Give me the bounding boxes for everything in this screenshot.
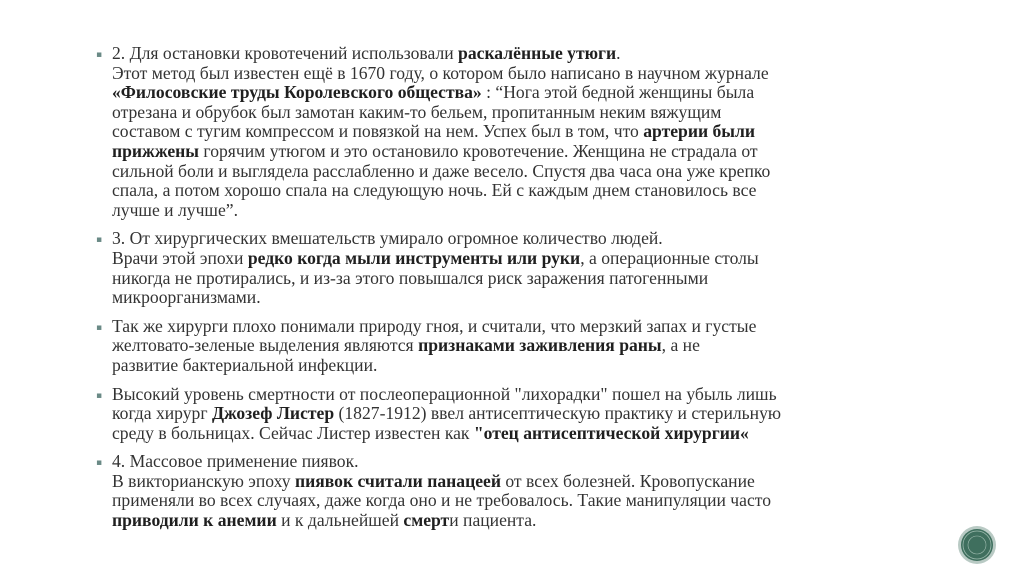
bullet-item [96, 385, 936, 444]
text-line [112, 162, 936, 182]
text-segment: микроорганизмами. [112, 287, 261, 308]
bold-text: Джозеф Листер [211, 403, 335, 424]
text-line [112, 181, 936, 201]
text-segment: и к дальнейшей [276, 510, 404, 531]
bold-text: редко когда мыли инструменты или руки [247, 247, 581, 268]
text-segment: сильной боли и выглядела расслабленно и даже весело. Спустя два часа она уже крепко [112, 160, 771, 181]
text-line [112, 424, 936, 444]
text-segment: В викторианскую эпоху [112, 470, 295, 491]
text-segment: спала, а потом хорошо спала на следующую ночь. Ей с каждым днем становилось все [112, 180, 757, 201]
bold-text: смерт [403, 510, 450, 531]
bullet-item [96, 229, 936, 307]
text-segment: Этот метод был известен ещё в 1670 году, о котором было написано в научном журнале [112, 62, 769, 83]
bullet-item [96, 452, 936, 530]
bold-text: «Филосовские труды Королевского общества» [112, 82, 482, 103]
text-line [112, 201, 936, 221]
bold-text: раскалённые утюги [458, 43, 617, 63]
seal-logo-icon [957, 525, 997, 565]
text-line [112, 472, 936, 492]
text-segment: от всех болезней. Кровопускание [500, 470, 755, 491]
bold-text: признаками заживления раны [418, 335, 662, 356]
text-segment: желтовато-зеленые выделения являются [112, 335, 419, 356]
text-line [112, 44, 936, 64]
text-segment: : “Нога этой бедной женщины была [481, 82, 755, 103]
text-segment: развитие бактериальной инфекции. [112, 354, 378, 375]
text-segment: Высокий уровень смертности от послеоперационной "лихорадки" пошел на убыль лишь [112, 383, 777, 404]
slide-content [96, 44, 936, 540]
bold-text: "отец антисептической хирургии« [473, 422, 749, 443]
text-segment: когда хирург [112, 403, 212, 424]
text-segment: 2. Для остановки кровотечений использовали [112, 43, 459, 63]
bold-text: артерии были [643, 121, 756, 142]
text-line [112, 83, 936, 103]
bullet-icon: ▪ [96, 322, 103, 333]
text-segment: среду в больницах. Сейчас Листер известен как [112, 422, 474, 443]
text-segment: составом с тугим компрессом и повязкой на нем. Успех был в том, что [112, 121, 644, 142]
text-line [112, 317, 936, 337]
text-line [112, 491, 936, 511]
bullet-icon: ▪ [96, 390, 103, 401]
text-segment: горячим утюгом и это остановило кровотечение. Женщина не страдала от [199, 140, 758, 161]
text-line [112, 385, 936, 405]
text-segment: никогда не протирались, и из-за этого повышался риск заражения патогенными [112, 267, 709, 288]
text-segment: , а операционные столы [580, 247, 759, 268]
text-segment: . [616, 43, 621, 63]
bullet-icon: ▪ [96, 235, 103, 246]
bullet-item [96, 317, 936, 376]
text-segment: , а не [661, 335, 700, 356]
text-segment: 3. От хирургических вмешательств умирало огромное количество людей. [112, 228, 663, 249]
text-line [112, 452, 936, 472]
text-segment: отрезана и обрубок был замотан каким-то бельем, пропитанным неким вяжущим [112, 101, 722, 122]
text-line [112, 511, 936, 531]
text-line [112, 404, 936, 424]
text-segment: применяли во всех случаях, даже когда оно и не требовалось. Такие манипуляции часто [112, 490, 772, 511]
bullet-icon: ▪ [96, 50, 103, 60]
bullet-item [96, 44, 936, 220]
bullet-icon: ▪ [96, 458, 103, 469]
text-segment: (1827-1912) ввел антисептическую практику и стерильную [334, 403, 782, 424]
text-segment: Врачи этой эпохи [112, 247, 248, 268]
text-segment: и пациента. [449, 510, 537, 531]
text-segment: Так же хирурги плохо понимали природу гноя, и считали, что мерзкий запах и густые [112, 315, 757, 336]
text-segment: 4. Массовое применение пиявок. [112, 451, 359, 472]
text-line [112, 122, 936, 142]
bold-text: приводили к анемии [112, 510, 277, 531]
text-line [112, 269, 936, 289]
text-line [112, 142, 936, 162]
text-line [112, 103, 936, 123]
text-line [112, 288, 936, 308]
bold-text: пиявок считали панацеей [294, 470, 501, 491]
text-line [112, 336, 936, 356]
text-line [112, 229, 936, 249]
bold-text: прижжены [112, 140, 200, 161]
text-line [112, 249, 936, 269]
text-segment: лучше и лучше”. [112, 199, 238, 220]
text-line [112, 64, 936, 84]
text-line [112, 356, 936, 376]
